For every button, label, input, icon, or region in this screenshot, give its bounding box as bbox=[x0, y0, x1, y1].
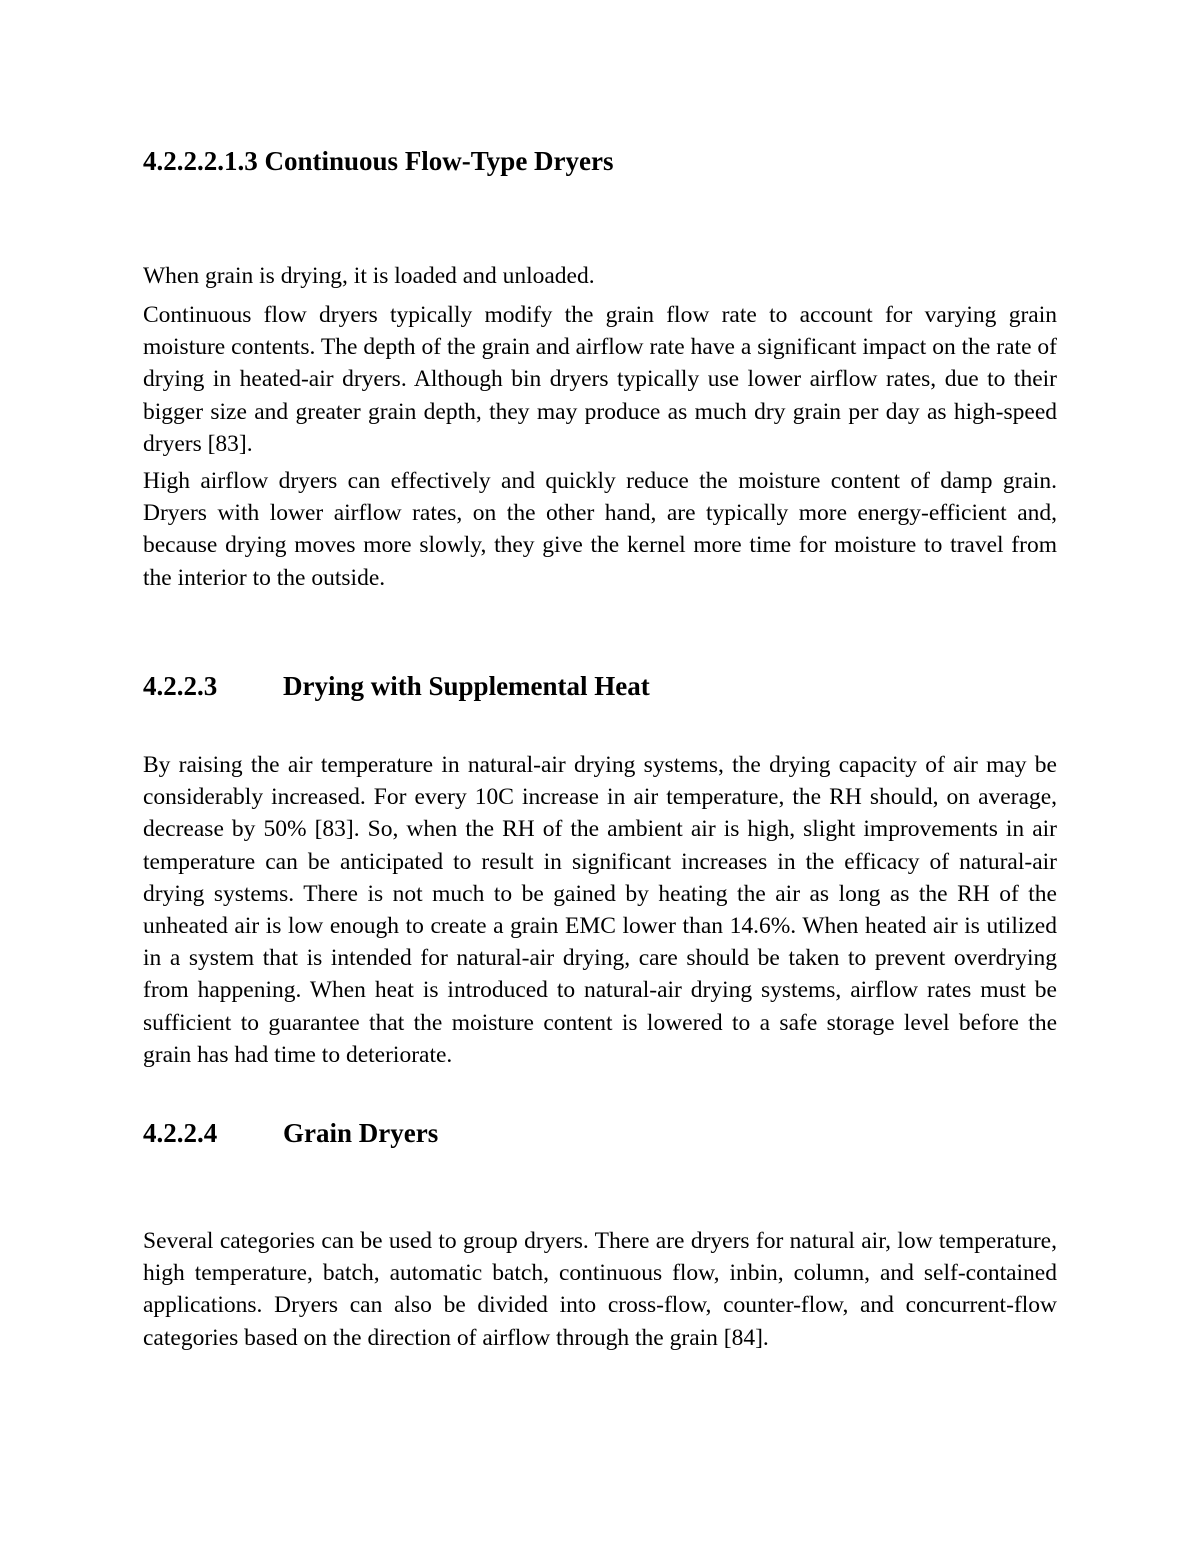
paragraph-continuous-flow: Continuous flow dryers typically modify the grain flow rate to account for varying grain moisture contents. The depth of the grain and airflow rate have a significant impact on the rate of drying in heated-air dryers. Although bin dryers typically use lower airflow rates, due to their bigger size and greater grain depth, they may produce as much dry grain per day as high-speed dryers [83]. bbox=[143, 302, 1057, 457]
heading-grain-dryers bbox=[143, 1113, 438, 1153]
paragraph-loading: When grain is drying, it is loaded and unloaded. bbox=[143, 263, 595, 289]
paragraph-high-airflow: High airflow dryers can effectively and quickly reduce the moisture content of damp grain. Dryers with lower airflow rates, on the other hand, are typically more energy-efficient and, because drying moves more slowly, they give the kernel more time for moisture to travel from the interior to the outside. bbox=[143, 468, 1057, 591]
paragraph-supplemental-heat: By raising the air temperature in natural-air drying systems, the drying capacity of air may be considerably increased. For every 10C increase in air temperature, the RH should, on average, decrease by 50% [83]. So, when the RH of the ambient air is high, slight improvements in air temperature can be anticipated to result in significant increases in the efficacy of natural-air drying systems. There is not much to be gained by heating the air as long as the RH of the unheated air is low enough to create a grain EMC lower than 14.6%. When heated air is utilized in a system that is intended for natural-air drying, care should be taken to prevent overdrying from happening. When heat is introduced to natural-air drying systems, airflow rates must be sufficient to guarantee that the moisture content is lowered to a safe storage level before the grain has had time to deteriorate. bbox=[143, 752, 1057, 1068]
heading-supplemental-heat bbox=[143, 666, 650, 706]
section-title: Drying with Supplemental Heat bbox=[283, 671, 650, 701]
heading-continuous-flow-dryers: 4.2.2.2.1.3 Continuous Flow-Type Dryers bbox=[143, 146, 614, 176]
section-number: 4.2.2.4 bbox=[143, 1118, 218, 1148]
paragraph-grain-dryers: Several categories can be used to group dryers. There are dryers for natural air, low temperature, high temperature, batch, automatic batch, continuous flow, inbin, column, and self-contained applications. Dryers can also be divided into cross-flow, counter-flow, and concurrent-flow categories based on the direction of airflow through the grain [84]. bbox=[143, 1228, 1057, 1351]
section-title: Grain Dryers bbox=[283, 1118, 439, 1148]
section-number: 4.2.2.3 bbox=[143, 671, 218, 701]
